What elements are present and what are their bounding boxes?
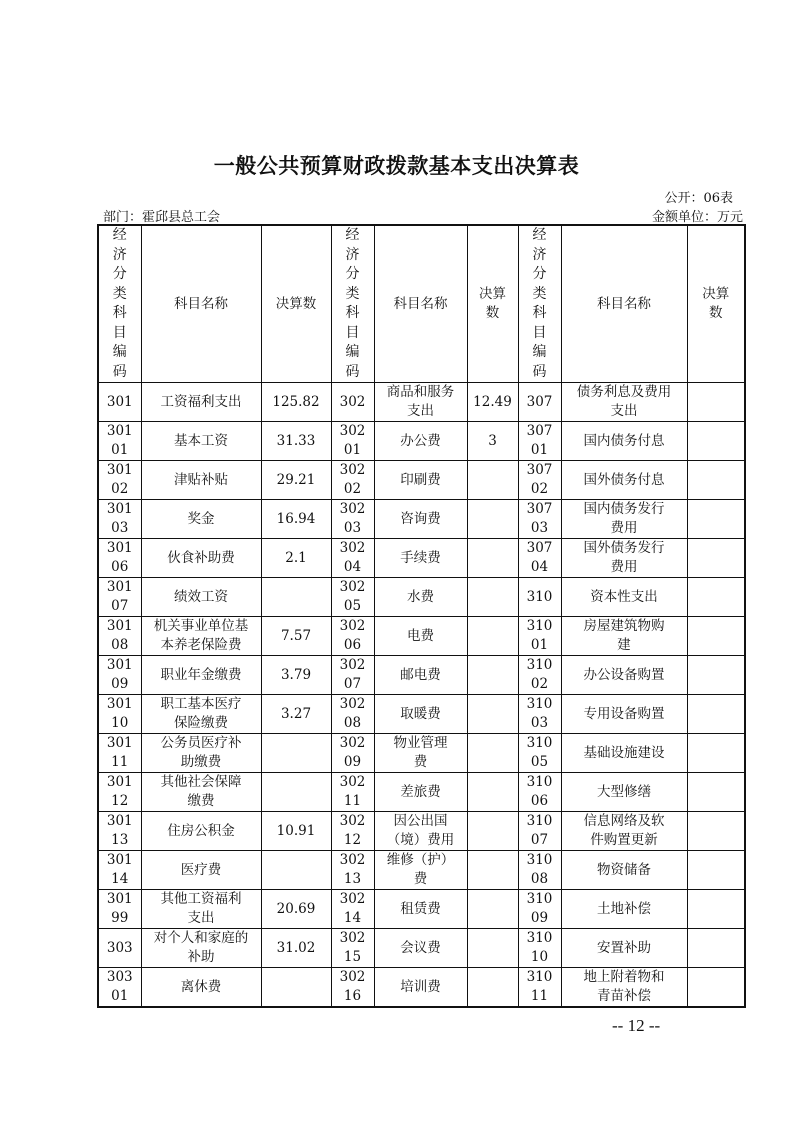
department-label: 部门：霍邱县总工会 [103, 210, 221, 225]
table-row [98, 461, 745, 500]
cell-code: 310 [518, 578, 561, 617]
cell-code: 301 12 [98, 773, 141, 812]
cell-amount: 3.79 [261, 656, 331, 695]
table-row [98, 500, 745, 539]
header-amount [467, 225, 518, 383]
cell-code: 307 01 [518, 422, 561, 461]
cell-item-name: 离休费 [141, 968, 261, 1008]
cell-code: 310 02 [518, 656, 561, 695]
table-row [98, 968, 745, 1008]
cell-code: 303 [98, 929, 141, 968]
cell-code: 302 05 [331, 578, 374, 617]
cell-amount [687, 461, 745, 500]
header-item-name [561, 225, 687, 383]
cell-amount [467, 695, 518, 734]
cell-code: 302 11 [331, 773, 374, 812]
cell-amount [687, 422, 745, 461]
cell-amount [261, 734, 331, 773]
cell-item-name: 咨询费 [374, 500, 467, 539]
cell-amount: 3.27 [261, 695, 331, 734]
cell-amount [687, 734, 745, 773]
cell-amount [467, 851, 518, 890]
cell-code: 302 03 [331, 500, 374, 539]
header-label: 经济分类科目编码 [345, 227, 360, 380]
cell-amount: 12.49 [467, 383, 518, 422]
cell-item-name: 伙食补助费 [141, 539, 261, 578]
cell-code: 302 [331, 383, 374, 422]
cell-item-name: 因公出国 （境）费用 [374, 812, 467, 851]
cell-amount [261, 968, 331, 1008]
cell-code: 302 02 [331, 461, 374, 500]
cell-item-name: 大型修缮 [561, 773, 687, 812]
cell-item-name: 绩效工资 [141, 578, 261, 617]
cell-amount [687, 890, 745, 929]
cell-code: 310 07 [518, 812, 561, 851]
cell-amount [467, 656, 518, 695]
cell-amount: 29.21 [261, 461, 331, 500]
table-row [98, 383, 745, 422]
cell-code: 302 06 [331, 617, 374, 656]
cell-amount [467, 929, 518, 968]
header-label: 经济分类科目编码 [532, 227, 547, 380]
cell-amount [467, 461, 518, 500]
header-item-name [141, 225, 261, 383]
cell-item-name: 资本性支出 [561, 578, 687, 617]
cell-amount [467, 890, 518, 929]
cell-item-name: 对个人和家庭的 补助 [141, 929, 261, 968]
header-label: 科目名称 [597, 295, 651, 312]
cell-code: 310 05 [518, 734, 561, 773]
cell-amount: 125.82 [261, 383, 331, 422]
page-number: -- 12 -- [612, 1016, 661, 1035]
header-amount [261, 225, 331, 383]
cell-amount [687, 617, 745, 656]
cell-code: 301 09 [98, 656, 141, 695]
cell-amount: 3 [467, 422, 518, 461]
cell-amount [687, 500, 745, 539]
cell-amount [467, 968, 518, 1008]
table-row [98, 578, 745, 617]
cell-amount: 20.69 [261, 890, 331, 929]
cell-amount: 16.94 [261, 500, 331, 539]
cell-code: 307 02 [518, 461, 561, 500]
header-label: 决算数 [275, 295, 317, 312]
table-row [98, 539, 745, 578]
header-code [518, 225, 561, 383]
cell-code: 301 06 [98, 539, 141, 578]
cell-item-name: 国内债务发行 费用 [561, 500, 687, 539]
cell-amount: 31.02 [261, 929, 331, 968]
table-header-row [98, 225, 745, 383]
header-label: 科目名称 [174, 295, 228, 312]
cell-item-name: 职业年金缴费 [141, 656, 261, 695]
cell-item-name: 基础设施建设 [561, 734, 687, 773]
cell-item-name: 其他工资福利 支出 [141, 890, 261, 929]
cell-code: 310 06 [518, 773, 561, 812]
cell-item-name: 会议费 [374, 929, 467, 968]
expenditure-table [97, 224, 746, 1008]
cell-amount [687, 851, 745, 890]
table-row [98, 656, 745, 695]
table-row [98, 734, 745, 773]
cell-item-name: 取暖费 [374, 695, 467, 734]
cell-code: 302 01 [331, 422, 374, 461]
cell-item-name: 房屋建筑物购 建 [561, 617, 687, 656]
cell-item-name: 办公设备购置 [561, 656, 687, 695]
header-label: 科目名称 [393, 295, 448, 312]
header-label: 决算 数 [702, 286, 730, 321]
cell-code: 307 04 [518, 539, 561, 578]
cell-amount [467, 812, 518, 851]
cell-item-name: 物业管理 费 [374, 734, 467, 773]
cell-code: 302 16 [331, 968, 374, 1008]
cell-item-name: 职工基本医疗 保险缴费 [141, 695, 261, 734]
cell-item-name: 奖金 [141, 500, 261, 539]
cell-amount [687, 539, 745, 578]
table-row [98, 890, 745, 929]
table-row [98, 695, 745, 734]
cell-code: 301 11 [98, 734, 141, 773]
cell-code: 301 02 [98, 461, 141, 500]
cell-code: 310 03 [518, 695, 561, 734]
table-row [98, 422, 745, 461]
cell-item-name: 基本工资 [141, 422, 261, 461]
table-row [98, 812, 745, 851]
header-code [98, 225, 141, 383]
cell-item-name: 培训费 [374, 968, 467, 1008]
cell-code: 301 01 [98, 422, 141, 461]
cell-amount [467, 773, 518, 812]
table-row [98, 617, 745, 656]
cell-amount [687, 578, 745, 617]
cell-item-name: 租赁费 [374, 890, 467, 929]
table-row [98, 851, 745, 890]
cell-code: 302 12 [331, 812, 374, 851]
cell-amount [467, 734, 518, 773]
cell-item-name: 住房公积金 [141, 812, 261, 851]
cell-amount [467, 500, 518, 539]
cell-code: 310 09 [518, 890, 561, 929]
cell-item-name: 物资储备 [561, 851, 687, 890]
cell-amount: 2.1 [261, 539, 331, 578]
cell-item-name: 公务员医疗补 助缴费 [141, 734, 261, 773]
cell-item-name: 债务利息及费用 支出 [561, 383, 687, 422]
cell-item-name: 信息网络及软 件购置更新 [561, 812, 687, 851]
public-table-number: 公开：06表 [664, 191, 733, 206]
cell-item-name: 维修（护） 费 [374, 851, 467, 890]
cell-item-name: 国外债务发行 费用 [561, 539, 687, 578]
table-row [98, 929, 745, 968]
cell-code: 302 09 [331, 734, 374, 773]
cell-code: 307 [518, 383, 561, 422]
cell-item-name: 办公费 [374, 422, 467, 461]
cell-item-name: 其他社会保障 缴费 [141, 773, 261, 812]
cell-item-name: 商品和服务 支出 [374, 383, 467, 422]
cell-code: 302 15 [331, 929, 374, 968]
cell-code: 302 07 [331, 656, 374, 695]
cell-item-name: 安置补助 [561, 929, 687, 968]
cell-code: 307 03 [518, 500, 561, 539]
cell-amount [467, 539, 518, 578]
cell-amount [687, 656, 745, 695]
amount-unit-label: 金额单位：万元 [651, 210, 743, 225]
cell-code: 310 01 [518, 617, 561, 656]
header-label: 决算 数 [479, 286, 506, 321]
table-row [98, 773, 745, 812]
cell-item-name: 水费 [374, 578, 467, 617]
cell-code: 301 03 [98, 500, 141, 539]
cell-item-name: 机关事业单位基 本养老保险费 [141, 617, 261, 656]
cell-item-name: 国内债务付息 [561, 422, 687, 461]
cell-amount [687, 695, 745, 734]
cell-item-name: 印刷费 [374, 461, 467, 500]
cell-code: 301 13 [98, 812, 141, 851]
cell-amount [261, 578, 331, 617]
cell-amount [687, 929, 745, 968]
cell-code: 301 99 [98, 890, 141, 929]
header-code [331, 225, 374, 383]
cell-amount: 10.91 [261, 812, 331, 851]
cell-amount [687, 968, 745, 1008]
cell-amount: 31.33 [261, 422, 331, 461]
header-amount [687, 225, 745, 383]
cell-amount [261, 851, 331, 890]
cell-amount [687, 812, 745, 851]
header-label: 经济分类科目编码 [112, 227, 127, 380]
cell-code: 301 08 [98, 617, 141, 656]
cell-amount [467, 578, 518, 617]
cell-item-name: 津贴补贴 [141, 461, 261, 500]
cell-item-name: 专用设备购置 [561, 695, 687, 734]
cell-code: 302 14 [331, 890, 374, 929]
cell-item-name: 医疗费 [141, 851, 261, 890]
cell-amount [261, 773, 331, 812]
cell-amount [687, 383, 745, 422]
cell-code: 310 08 [518, 851, 561, 890]
cell-amount [687, 773, 745, 812]
cell-code: 302 04 [331, 539, 374, 578]
cell-amount [467, 617, 518, 656]
cell-code: 310 11 [518, 968, 561, 1008]
cell-code: 310 10 [518, 929, 561, 968]
cell-item-name: 国外债务付息 [561, 461, 687, 500]
cell-item-name: 手续费 [374, 539, 467, 578]
cell-code: 302 13 [331, 851, 374, 890]
cell-code: 302 08 [331, 695, 374, 734]
cell-item-name: 电费 [374, 617, 467, 656]
cell-code: 301 07 [98, 578, 141, 617]
cell-code: 301 [98, 383, 141, 422]
page-title: 一般公共预算财政拨款基本支出决算表 [213, 154, 580, 178]
cell-code: 301 10 [98, 695, 141, 734]
cell-amount: 7.57 [261, 617, 331, 656]
cell-item-name: 邮电费 [374, 656, 467, 695]
cell-code: 303 01 [98, 968, 141, 1008]
cell-code: 301 14 [98, 851, 141, 890]
cell-item-name: 工资福利支出 [141, 383, 261, 422]
cell-item-name: 土地补偿 [561, 890, 687, 929]
cell-item-name: 地上附着物和 青苗补偿 [561, 968, 687, 1008]
cell-item-name: 差旅费 [374, 773, 467, 812]
header-item-name [374, 225, 467, 383]
